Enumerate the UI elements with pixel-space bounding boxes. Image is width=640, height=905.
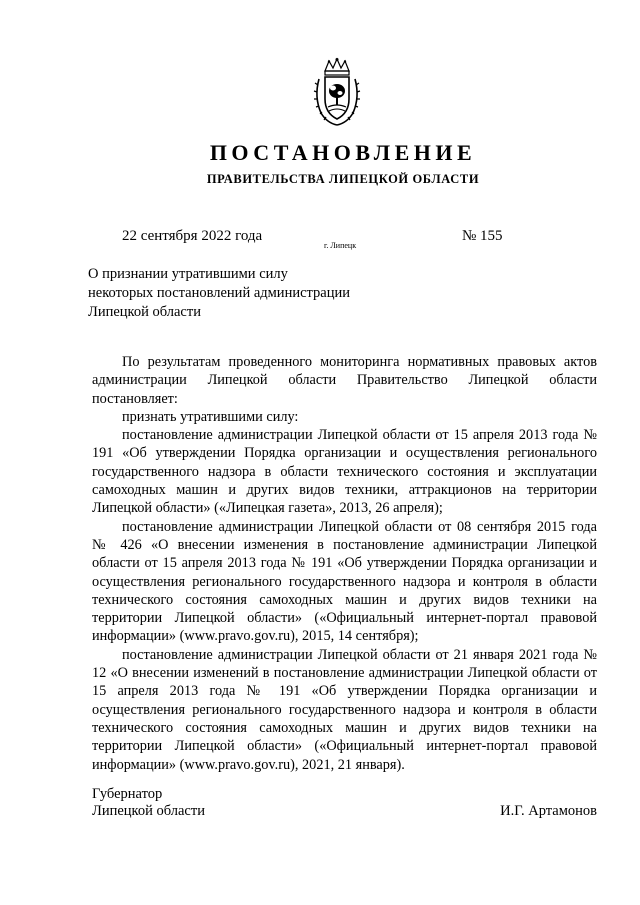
document-title: ПОСТАНОВЛЕНИЕ: [209, 140, 477, 165]
signatory-position: [92, 786, 205, 820]
document-number: № 155: [462, 228, 503, 244]
document-subtitle: ПРАВИТЕЛЬСТВА ЛИПЕЦКОЙ ОБЛАСТИ: [206, 172, 480, 186]
heading-line: некоторых постановлений администрации: [88, 285, 351, 301]
signatory-position-line: Липецкой области: [92, 803, 205, 819]
lipetsk-coat-of-arms-icon: [313, 57, 361, 129]
body-paragraph: постановление администрации Липецкой области от 08 сентября 2015 года № 426 «О внесении изменения в постановление администрации Липецкой области от 15 апреля 2013 года № 191 «Об утверждении Порядка организации и осуществления регионального государственного надзора и контроля в области технического состояния самоходных машин и других видов техники на территории Липецкой области» («Официальный интернет-портал правовой информации» (www.pravo.gov.ru), 2015, 14 сентября);: [92, 518, 597, 645]
body-paragraph: постановление администрации Липецкой области от 21 января 2021 года № 12 «О внесении изменений в постановление администрации Липецкой области от 15 апреля 2013 года № 191 «Об утверждении Порядка организации и осуществления регионального государственного надзора и контроля в области технического состояния самоходных машин и других видов техники на территории Липецкой области» («Официальный интернет-портал правовой информации» (www.pravo.gov.ru), 2021, 21 января).: [92, 646, 597, 773]
body-paragraph: постановление администрации Липецкой области от 15 апреля 2013 года № 191 «Об утверждении Порядка организации и осуществления регионального государственного надзора в области технического состояния и эксплуатации самоходных машин и других видов техники, аттракционов на территории Липецкой области» («Липецкая газета», 2013, 26 апреля);: [92, 427, 597, 517]
signatory-name: И.Г. Артамонов: [500, 803, 597, 819]
body-paragraph: признать утратившими силу:: [122, 408, 299, 425]
signatory-position-line: Губернатор: [92, 786, 163, 802]
document-date: 22 сентября 2022 года: [122, 228, 263, 244]
heading-line: Липецкой области: [88, 304, 201, 320]
body-paragraph: По результатам проведенного мониторинга нормативных правовых актов администрации Липецкой области Правительство Липецкой области постановляет:: [92, 354, 597, 407]
heading-line: О признании утратившими силу: [88, 266, 288, 282]
document-body: [92, 353, 597, 774]
document-heading: [88, 265, 388, 322]
document-place: г. Липецк: [324, 241, 357, 250]
